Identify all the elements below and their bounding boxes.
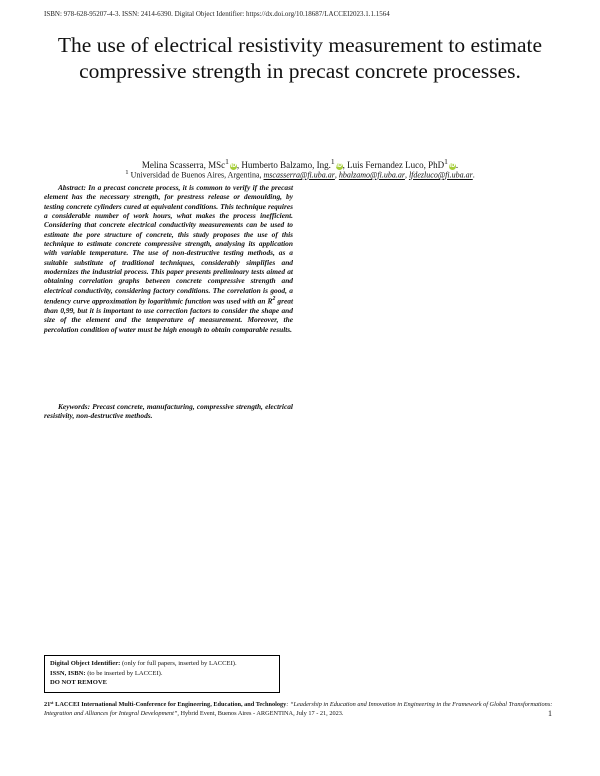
abstract-label: Abstract: bbox=[58, 183, 86, 192]
email-link[interactable]: mscasserra@fi.uba.ar bbox=[263, 170, 335, 180]
doi-notice-box bbox=[44, 655, 280, 693]
orcid-icon[interactable]: iD bbox=[336, 163, 343, 169]
isbn-doi-header: ISBN: 978-628-95207-4-3. ISSN: 2414-6390. Digital Object Identifier: https://dx.doi.org/10.18687/LACCEI2023.1.1.1564 bbox=[44, 10, 390, 18]
issn-line: ISSN, ISBN: (to be inserted by LACCEI). bbox=[50, 669, 163, 677]
abstract-text-continued: great than 0,99, but it is important to use correction factors to consider the shape and size of the element and the temperature of measurement. Moreover, the percolation condition of water must be high enough to obtain comparable results. bbox=[44, 296, 293, 334]
conference-name: LACCEI International Multi-Conference for Engineering, Education, and Technology bbox=[55, 701, 287, 708]
orcid-icon[interactable]: iD bbox=[230, 163, 237, 169]
page-number: 1 bbox=[548, 709, 552, 718]
conference-footer: 21st LACCEI International Multi-Conference for Engineering, Education, and Technology: “Leadership in Education and Innovation in Engineering in the Framework of Global Transformations: Integration and Alliances for Integral Development”, Hybrid Event, Buenos Aires - ARGENTINA, July 17 - 21, 2023. bbox=[44, 700, 553, 717]
keywords-text: Precast concrete, manufacturing, compressive strength, electrical resistivity, non-destructive methods. bbox=[44, 402, 293, 421]
author-end: . bbox=[455, 160, 459, 170]
author-list: Melina Scasserra, MSc$^1$ iD, Humberto Balzamo, Ing.$^1$ iD, Luis Fernandez Luco, PhD$^1$ iD. bbox=[141, 157, 459, 170]
email-link[interactable]: hbalzamo@fi.uba.ar bbox=[338, 170, 405, 180]
author-2: Humberto Balzamo, Ing. bbox=[241, 160, 331, 170]
r-squared-superscript: 2 bbox=[272, 296, 276, 303]
affiliation-number: 1 bbox=[125, 169, 129, 176]
abstract bbox=[44, 183, 293, 334]
author-3: Luis Fernandez Luco, PhD bbox=[347, 160, 445, 170]
affiliation-text: Universidad de Buenos Aires, Argentina, bbox=[130, 170, 262, 180]
author-1-affiliation: 1 bbox=[225, 157, 229, 166]
conference-theme: : “Leadership in Education and Innovation in Engineering in the Framework of Global Transformations: Integration and Alliances for Integral Development” bbox=[44, 701, 553, 717]
doi-line: Digital Object Identifier: (only for full papers, inserted by LACCEI). bbox=[50, 660, 237, 667]
orcid-icon[interactable]: iD bbox=[449, 163, 456, 169]
paper-title: The use of electrical resistivity measurement to estimate compressive strength in precast concrete processes. bbox=[57, 33, 543, 83]
abstract-text: In a precast concrete process, it is common to verify if the precast element has the necessary strength, for prestress release or demoulding, by testing concrete cylinders cured at equivalent conditions. This technique requires a considerable number of work hours, what makes the process inefficient. Considering that concrete electrical conductivity measurements can be used to estimate the pore structure of concrete, this study proposes the use of this technique to estimate concrete compressive strength, analysing its application with variable temperature. The use of non-destructive testing methods, as a suitable substitute of traditional techniques, considerably simplifies and modernizes the industrial process. This paper presents preliminary tests aimed at obtaining correlation graphs between concrete compressive strength and electrical conductivity, considering factory conditions. The correlation is good, a tendency curve approximation by logarithmic function was used with an R bbox=[44, 183, 293, 306]
keywords bbox=[44, 402, 293, 421]
affiliation: $^1$ Universidad de Buenos Aires, Argentina, mscasserra@fi.uba.ar, hbalzamo@fi.uba.ar, lfdezluco@fi.uba.ar. bbox=[125, 169, 475, 180]
author-3-affiliation: 1 bbox=[444, 157, 448, 166]
author-1: Melina Scasserra, MSc bbox=[141, 160, 226, 170]
keywords-label: Keywords: bbox=[58, 402, 91, 411]
conference-details: , Hybrid Event, Buenos Aires - ARGENTINA, July 17 - 21, 2023. bbox=[177, 710, 344, 717]
author-2-affiliation: 1 bbox=[330, 157, 335, 166]
do-not-remove: DO NOT REMOVE bbox=[50, 679, 108, 686]
email-link[interactable]: lfdezluco@fi.uba.ar bbox=[408, 170, 473, 180]
